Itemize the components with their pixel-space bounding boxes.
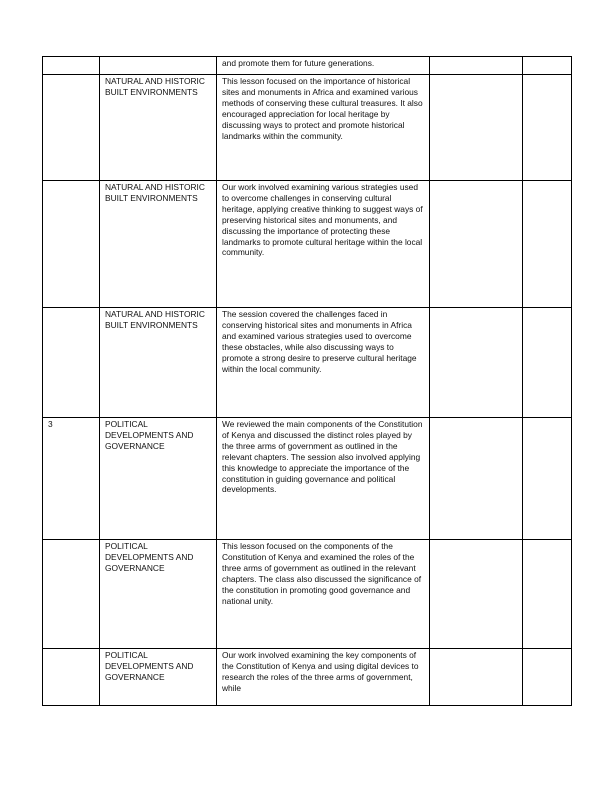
table-row xyxy=(43,308,572,418)
empty-cell xyxy=(523,57,572,75)
empty-cell xyxy=(523,181,572,308)
empty-cell xyxy=(430,649,523,706)
summary-cell: The session covered the challenges faced in conserving historical sites and monuments in Africa and examined various strategies used to overcome these obstacles, while also discussing ways to promote a strong desire to preserve cultural heritage within the local community. xyxy=(217,308,430,418)
week-cell: 3 xyxy=(43,418,100,540)
empty-cell xyxy=(523,308,572,418)
summary-cell: and promote them for future generations. xyxy=(217,57,430,75)
summary-cell: Our work involved examining the key components of the Constitution of Kenya and using digital devices to research the roles of the three arms of government, while xyxy=(217,649,430,706)
table-row xyxy=(43,540,572,649)
week-cell xyxy=(43,75,100,181)
strand-cell: POLITICAL DEVELOPMENTS AND GOVERNANCE xyxy=(100,418,217,540)
empty-cell xyxy=(523,418,572,540)
empty-cell xyxy=(430,418,523,540)
empty-cell xyxy=(430,75,523,181)
empty-cell xyxy=(430,181,523,308)
table-row xyxy=(43,649,572,706)
summary-cell: This lesson focused on the components of the Constitution of Kenya and examined the roles of the three arms of government as outlined in the relevant chapters. The class also discussed the significance of the constitution in promoting good governance and national unity. xyxy=(217,540,430,649)
summary-cell: This lesson focused on the importance of historical sites and monuments in Africa and examined various methods of conserving these cultural treasures. It also encouraged appreciation for local heritage by discussing ways to protect and promote historical landmarks within the community. xyxy=(217,75,430,181)
table-row xyxy=(43,181,572,308)
strand-cell: NATURAL AND HISTORIC BUILT ENVIRONMENTS xyxy=(100,181,217,308)
week-cell xyxy=(43,181,100,308)
strand-cell xyxy=(100,57,217,75)
empty-cell xyxy=(523,540,572,649)
empty-cell xyxy=(430,540,523,649)
week-cell xyxy=(43,308,100,418)
empty-cell xyxy=(430,308,523,418)
empty-cell xyxy=(523,75,572,181)
strand-cell: POLITICAL DEVELOPMENTS AND GOVERNANCE xyxy=(100,540,217,649)
summary-cell: Our work involved examining various strategies used to overcome challenges in conserving cultural heritage, applying creative thinking to suggest ways of preserving historical sites and monuments, and discussing the importance of protecting these landmarks to promote cultural heritage within the local community. xyxy=(217,181,430,308)
table-row xyxy=(43,418,572,540)
strand-cell: NATURAL AND HISTORIC BUILT ENVIRONMENTS xyxy=(100,75,217,181)
table-row xyxy=(43,75,572,181)
strand-cell: NATURAL AND HISTORIC BUILT ENVIRONMENTS xyxy=(100,308,217,418)
week-cell xyxy=(43,649,100,706)
summary-cell: We reviewed the main components of the Constitution of Kenya and discussed the distinct roles played by the three arms of government as outlined in the relevant chapters. The session also involved applying this knowledge to appreciate the importance of the constitution in guiding governance and political developments. xyxy=(217,418,430,540)
empty-cell xyxy=(430,57,523,75)
strand-cell: POLITICAL DEVELOPMENTS AND GOVERNANCE xyxy=(100,649,217,706)
lesson-log-table xyxy=(42,56,572,706)
week-cell xyxy=(43,540,100,649)
empty-cell xyxy=(523,649,572,706)
week-cell xyxy=(43,57,100,75)
table-row xyxy=(43,57,572,75)
